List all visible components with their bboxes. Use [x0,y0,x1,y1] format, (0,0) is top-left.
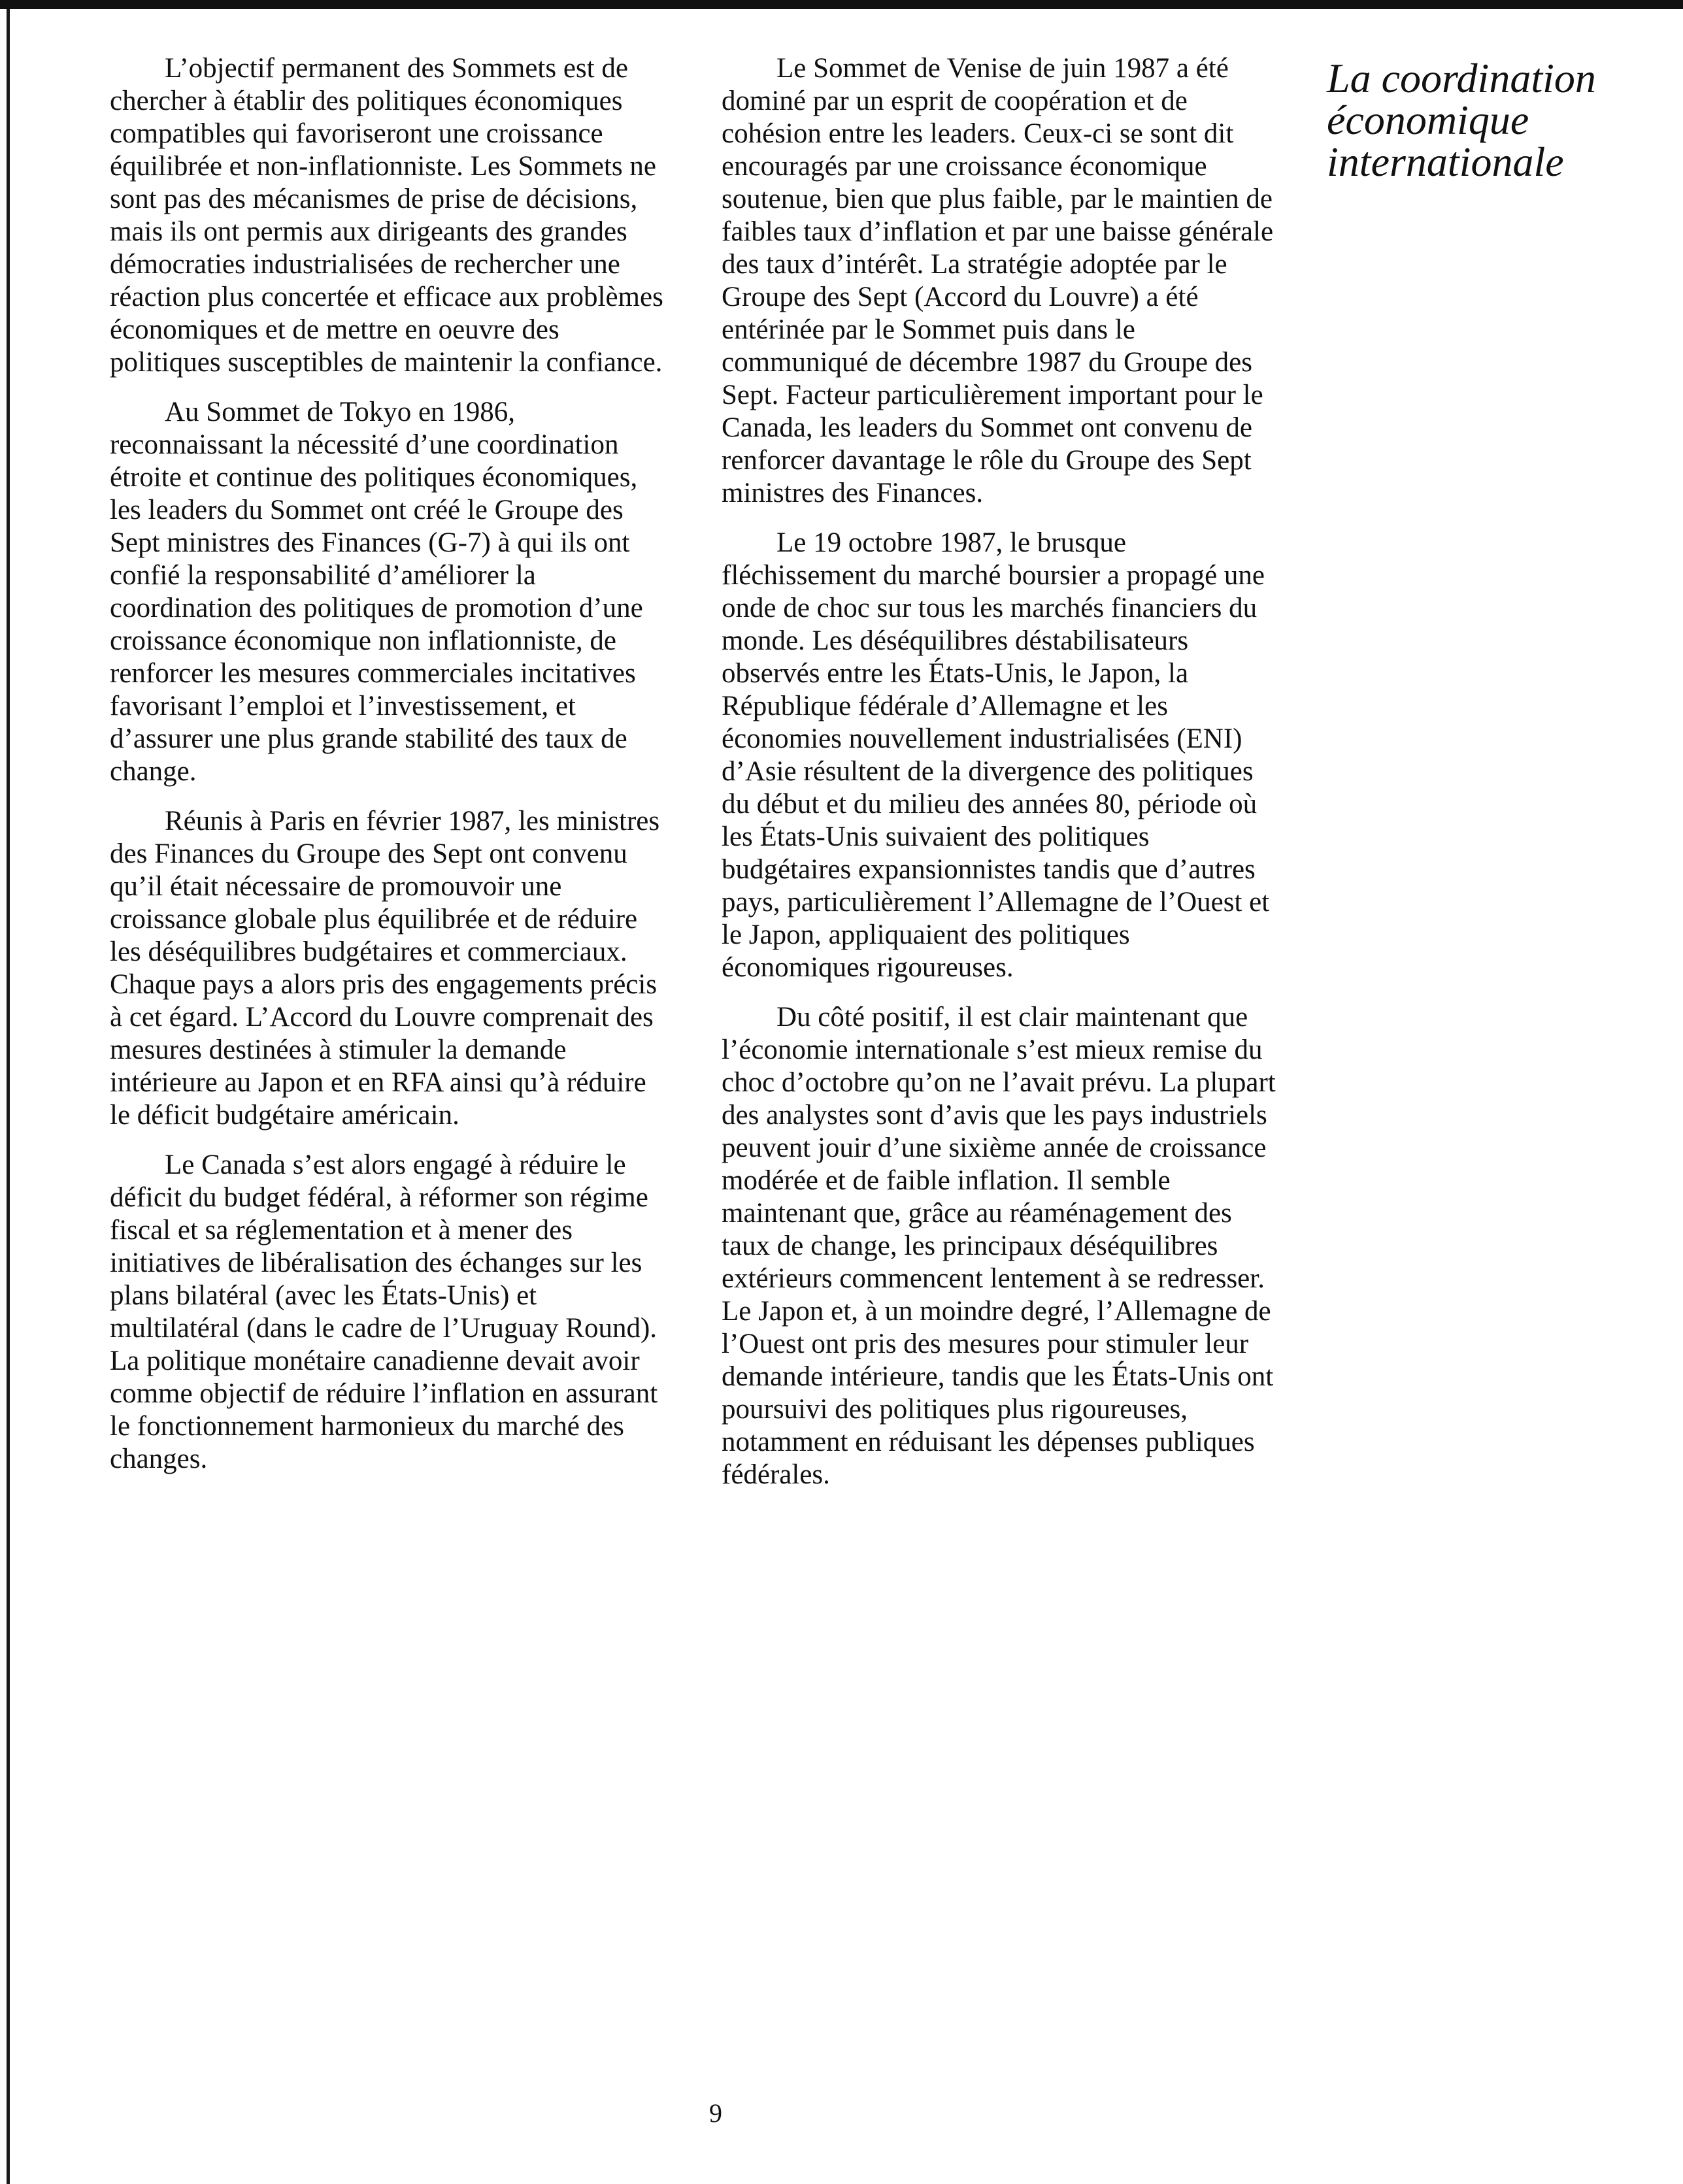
page-number: 9 [709,2098,722,2128]
middle-text-column [722,52,1281,1508]
body-paragraph: Le Canada s’est alors engagé à réduire le déficit du budget fédéral, à réformer son régime fiscal et sa réglementation et à mener des initiatives de libéralisation des échanges sur les plans bilatéral (avec les États-Unis) et multilatéral (dans le cadre de l’Uruguay Round). La politique monétaire canadienne devait avoir comme objectif de réduire l’inflation en assurant le fonctionnement harmonieux du marché des changes. [110,1150,658,1474]
left-text-column [110,52,669,1493]
body-paragraph: Le Sommet de Venise de juin 1987 a été dominé par un esprit de coopération et de cohésion entre les leaders. Ceux-ci se sont dit encouragés par une croissance économique soutenue, bien que plus faible, par le maintien de faibles taux d’inflation et par une baisse générale des taux d’intérêt. La stratégie adoptée par le Groupe des Sept (Accord du Louvre) a été entérinée par le Sommet puis dans le communiqué de décembre 1987 du Groupe des Sept. Facteur particulièrement important pour le Canada, les leaders du Sommet ont convenu de renforcer davantage le rôle du Groupe des Sept ministres des Finances. [722,53,1274,508]
body-paragraph: L’objectif permanent des Sommets est de chercher à établir des politiques économiques compatibles qui favoriseront une croissance équilibrée et non-inflationniste. Les Sommets ne sont pas des mécanismes de prise de décisions, mais ils ont permis aux dirigeants des grandes démocraties industrialisées de rechercher une réaction plus concertée et efficace aux problèmes économiques et de mettre en oeuvre des politiques susceptibles de maintenir la confiance. [110,53,663,378]
body-paragraph: Le 19 octobre 1987, le brusque fléchissement du marché boursier a propagé une onde de choc sur tous les marchés financiers du monde. Les déséquilibres déstabilisateurs observés entre les États-Unis, le Japon, la République fédérale d’Allemagne et les économies nouvellement industrialisées (ENI) d’Asie résultent de la divergence des politiques du début et du milieu des années 80, période où les États-Unis suivaient des politiques budgétaires expansionnistes tandis que d’autres pays, particulièrement l’Allemagne de l’Ouest et le Japon, appliquaient des politiques économiques rigoureuses. [722,527,1270,983]
body-paragraph: Du côté positif, il est clair maintenant que l’économie internationale s’est mieux remise du choc d’octobre qu’on ne l’avait prévu. La plupart des analystes sont d’avis que les pays industriels peuvent jouir d’une sixième année de croissance modérée et de faible inflation. Il semble maintenant que, grâce au réaménagement des taux de change, les principaux déséquilibres extérieurs commencent lentement à se redresser. Le Japon et, à un moindre degré, l’Allemagne de l’Ouest ont pris des mesures pour stimuler leur demande intérieure, tandis que les États-Unis ont poursuivi des politiques plus rigoureuses, notamment en réduisant les dépenses publiques fédérales. [722,1002,1276,1490]
left-border-rule [7,9,10,2184]
section-heading-line: économique [1327,97,1529,143]
section-heading-line: internationale [1327,139,1564,185]
body-paragraph: Au Sommet de Tokyo en 1986, reconnaissant la nécessité d’une coordination étroite et continue des politiques économiques, les leaders du Sommet ont créé le Groupe des Sept ministres des Finances (G-7) à qui ils ont confié la responsabilité d’améliorer la coordination des politiques de promotion d’une croissance économique non inflationniste, de renforcer les mesures commerciales incitatives favorisant l’emploi et l’investissement, et d’assurer une plus grande stabilité des taux de change. [110,397,643,787]
top-border-rule [0,0,1683,9]
section-heading [1327,55,1680,185]
body-paragraph: Réunis à Paris en février 1987, les ministres des Finances du Groupe des Sept ont convenu qu’il était nécessaire de promouvoir une croissance globale plus équilibrée et de réduire les déséquilibres budgétaires et commerciaux. Chaque pays a alors pris des engagements précis à cet égard. L’Accord du Louvre comprenait des mesures destinées à stimuler la demande intérieure au Japon et en RFA ainsi qu’à réduire le déficit budgétaire américain. [110,806,660,1131]
section-heading-line: La coordination [1327,55,1596,101]
